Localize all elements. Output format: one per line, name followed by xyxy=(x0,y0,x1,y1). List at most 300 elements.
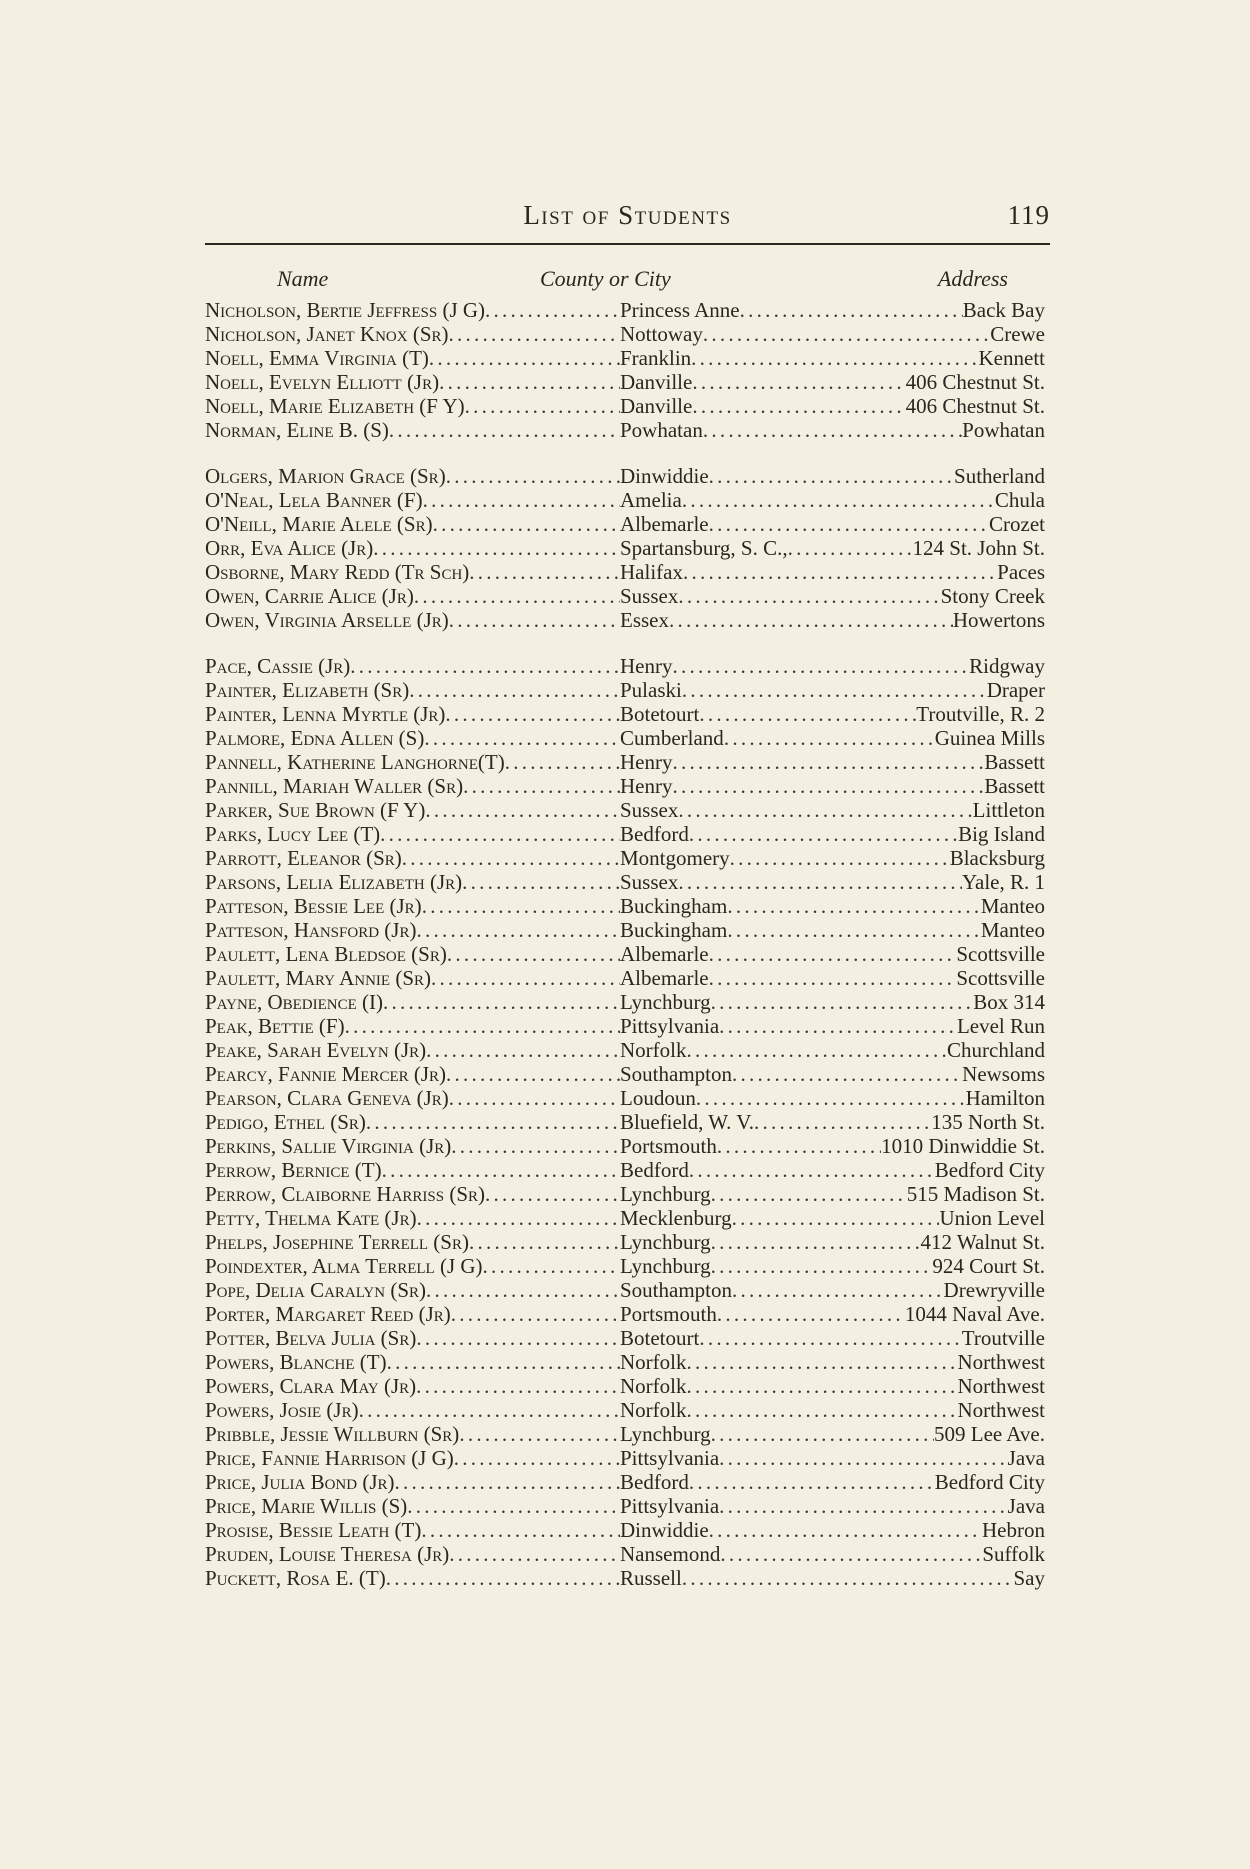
student-entry xyxy=(205,1422,1050,1446)
dot-leader xyxy=(366,1110,620,1134)
student-address: Howertons xyxy=(952,608,1045,632)
entry-location-group xyxy=(620,678,1045,702)
student-entry xyxy=(205,464,1050,488)
student-name: Osborne, Mary Redd (Tr Sch) xyxy=(205,560,470,584)
entry-name-group xyxy=(205,846,620,870)
dot-leader xyxy=(682,1566,1014,1590)
dot-leader xyxy=(727,894,981,918)
student-address: 1010 Dinwiddie St. xyxy=(881,1134,1045,1158)
student-entry xyxy=(205,1038,1050,1062)
student-address: Blacksburg xyxy=(949,846,1045,870)
student-county: Montgomery xyxy=(620,846,730,870)
dot-leader xyxy=(433,512,620,536)
entry-name-group xyxy=(205,560,620,584)
dot-leader xyxy=(732,1206,940,1230)
entry-name-group xyxy=(205,1326,620,1350)
student-county: Southampton xyxy=(620,1278,733,1302)
entry-name-group xyxy=(205,822,620,846)
student-name: Orr, Eva Alice (Jr) xyxy=(205,536,374,560)
student-entry xyxy=(205,702,1050,726)
student-entry xyxy=(205,990,1050,1014)
entry-name-group xyxy=(205,1350,620,1374)
column-header-county: County or City xyxy=(540,266,671,291)
student-entry xyxy=(205,966,1050,990)
entry-location-group xyxy=(620,1350,1045,1374)
dot-leader xyxy=(446,464,620,488)
student-address: 924 Court St. xyxy=(932,1254,1045,1278)
student-entry xyxy=(205,1302,1050,1326)
student-entry xyxy=(205,1254,1050,1278)
dot-leader xyxy=(691,346,978,370)
student-entry xyxy=(205,1494,1050,1518)
entry-name-group xyxy=(205,370,620,394)
student-county: Norfolk xyxy=(620,1350,687,1374)
entry-location-group xyxy=(620,464,1045,488)
student-name: Olgers, Marion Grace (Sr) xyxy=(205,464,446,488)
entry-location-group xyxy=(620,870,1045,894)
dot-leader xyxy=(683,560,997,584)
student-entry xyxy=(205,726,1050,750)
dot-leader xyxy=(380,822,620,846)
student-county: Albemarle xyxy=(620,942,709,966)
entry-location-group xyxy=(620,1398,1045,1422)
dot-leader xyxy=(709,942,957,966)
student-name: Owen, Virginia Arselle (Jr) xyxy=(205,608,449,632)
entry-location-group xyxy=(620,702,1045,726)
dot-leader xyxy=(709,512,989,536)
student-entry xyxy=(205,1326,1050,1350)
entry-name-group xyxy=(205,1566,620,1590)
student-entry xyxy=(205,1470,1050,1494)
student-entry xyxy=(205,1566,1050,1590)
dot-leader xyxy=(345,1014,620,1038)
student-entry xyxy=(205,560,1050,584)
dot-leader xyxy=(692,370,905,394)
student-entry xyxy=(205,846,1050,870)
student-address: Scottsville xyxy=(956,942,1045,966)
student-list xyxy=(205,298,1050,1590)
student-name: Petty, Thelma Kate (Jr) xyxy=(205,1206,417,1230)
student-entry xyxy=(205,1014,1050,1038)
entry-location-group xyxy=(620,560,1045,584)
student-entry xyxy=(205,488,1050,512)
entry-location-group xyxy=(620,1494,1045,1518)
entry-location-group xyxy=(620,1158,1045,1182)
entry-name-group xyxy=(205,1110,620,1134)
entry-name-group xyxy=(205,1182,620,1206)
student-name: Perkins, Sallie Virginia (Jr) xyxy=(205,1134,452,1158)
student-name: Pedigo, Ethel (Sr) xyxy=(205,1110,366,1134)
dot-leader xyxy=(407,1494,620,1518)
student-county: Southampton xyxy=(620,1062,733,1086)
student-name: Price, Fannie Harrison (J G) xyxy=(205,1446,454,1470)
dot-leader xyxy=(711,1422,934,1446)
entry-name-group xyxy=(205,584,620,608)
dot-leader xyxy=(692,394,905,418)
entry-name-group xyxy=(205,1014,620,1038)
student-county: Lynchburg xyxy=(620,1182,711,1206)
entry-location-group xyxy=(620,798,1045,822)
entry-location-group xyxy=(620,512,1045,536)
dot-leader xyxy=(416,1374,620,1398)
dot-leader xyxy=(711,990,974,1014)
student-county: Bedford xyxy=(620,822,689,846)
dot-leader xyxy=(719,1494,1008,1518)
student-entry xyxy=(205,536,1050,560)
entry-location-group xyxy=(620,774,1045,798)
dot-leader xyxy=(754,1110,931,1134)
dot-leader xyxy=(740,298,963,322)
dot-leader xyxy=(682,488,995,512)
student-entry xyxy=(205,774,1050,798)
dot-leader xyxy=(395,1470,620,1494)
student-address: Ridgway xyxy=(969,654,1045,678)
student-name: Owen, Carrie Alice (Jr) xyxy=(205,584,414,608)
dot-leader xyxy=(425,798,620,822)
dot-leader xyxy=(689,1158,935,1182)
student-name: Parks, Lucy Lee (T) xyxy=(205,822,381,846)
student-entry xyxy=(205,1134,1050,1158)
student-entry xyxy=(205,1206,1050,1230)
entry-location-group xyxy=(620,1374,1045,1398)
student-name: Perrow, Claiborne Harriss (Sr) xyxy=(205,1182,486,1206)
dot-leader xyxy=(424,726,620,750)
entry-name-group xyxy=(205,1206,620,1230)
column-headers xyxy=(205,266,1050,296)
student-address: Manteo xyxy=(980,918,1045,942)
dot-leader xyxy=(469,560,620,584)
student-name: Palmore, Edna Allen (S) xyxy=(205,726,425,750)
dot-leader xyxy=(709,966,957,990)
column-header-name: Name xyxy=(277,266,329,291)
student-entry xyxy=(205,1182,1050,1206)
student-county: Dinwiddie xyxy=(620,464,709,488)
entry-location-group xyxy=(620,1566,1045,1590)
student-entry xyxy=(205,322,1050,346)
dot-leader xyxy=(449,608,620,632)
student-address: Northwest xyxy=(957,1398,1045,1422)
student-address: 515 Madison St. xyxy=(906,1182,1045,1206)
dot-leader xyxy=(465,394,620,418)
student-address: 406 Chestnut St. xyxy=(905,394,1045,418)
student-name: Puckett, Rosa E. (T) xyxy=(205,1566,386,1590)
dot-leader xyxy=(386,1566,620,1590)
entry-location-group xyxy=(620,322,1045,346)
entry-location-group xyxy=(620,1014,1045,1038)
student-name: Noell, Marie Elizabeth (F Y) xyxy=(205,394,465,418)
dot-leader xyxy=(417,1206,620,1230)
student-entry xyxy=(205,418,1050,442)
entry-name-group xyxy=(205,1518,620,1542)
dot-leader xyxy=(439,370,620,394)
entry-location-group xyxy=(620,822,1045,846)
entry-location-group xyxy=(620,1206,1045,1230)
entry-location-group xyxy=(620,1278,1045,1302)
student-address: Stony Creek xyxy=(940,584,1045,608)
student-entry xyxy=(205,298,1050,322)
dot-leader xyxy=(387,1350,620,1374)
student-county: Lynchburg xyxy=(620,1422,711,1446)
student-entry xyxy=(205,1446,1050,1470)
student-name: Pribble, Jessie Willburn (Sr) xyxy=(205,1422,460,1446)
student-entry xyxy=(205,1086,1050,1110)
dot-leader xyxy=(350,654,620,678)
student-name: Phelps, Josephine Terrell (Sr) xyxy=(205,1230,469,1254)
dot-leader xyxy=(451,1302,620,1326)
entry-location-group xyxy=(620,1302,1045,1326)
student-name: Patteson, Hansford (Jr) xyxy=(205,918,417,942)
entry-location-group xyxy=(620,1110,1045,1134)
student-county: Bluefield, W. V. xyxy=(620,1110,754,1134)
dot-leader xyxy=(485,298,620,322)
entry-name-group xyxy=(205,798,620,822)
student-address: 1044 Naval Ave. xyxy=(904,1302,1045,1326)
dot-leader xyxy=(687,1038,948,1062)
student-address: 509 Lee Ave. xyxy=(934,1422,1045,1446)
dot-leader xyxy=(711,1254,933,1278)
dot-leader xyxy=(719,1014,957,1038)
student-county: Sussex xyxy=(620,870,679,894)
student-county: Nansemond xyxy=(620,1542,721,1566)
entry-name-group xyxy=(205,322,620,346)
dot-leader xyxy=(678,798,972,822)
student-county: Lynchburg xyxy=(620,1254,711,1278)
student-county: Albemarle xyxy=(620,966,709,990)
student-address: Level Run xyxy=(956,1014,1045,1038)
dot-leader xyxy=(687,1374,958,1398)
entry-location-group xyxy=(620,1422,1045,1446)
student-address: Bedford City xyxy=(934,1470,1045,1494)
student-address: Bassett xyxy=(984,774,1045,798)
student-address: Scottsville xyxy=(956,966,1045,990)
column-header-address: Address xyxy=(937,266,1008,291)
dot-leader xyxy=(446,1062,620,1086)
entry-name-group xyxy=(205,512,620,536)
student-entry xyxy=(205,750,1050,774)
dot-leader xyxy=(449,1086,620,1110)
entry-name-group xyxy=(205,1422,620,1446)
student-name: Potter, Belva Julia (Sr) xyxy=(205,1326,417,1350)
entry-location-group xyxy=(620,726,1045,750)
dot-leader xyxy=(459,1422,620,1446)
student-entry xyxy=(205,870,1050,894)
student-county: Amelia xyxy=(620,488,682,512)
dot-leader xyxy=(447,942,620,966)
entry-name-group xyxy=(205,870,620,894)
student-name: Prosise, Bessie Leath (T) xyxy=(205,1518,422,1542)
student-county: Lynchburg xyxy=(620,990,711,1014)
student-name: Pearcy, Fannie Mercer (Jr) xyxy=(205,1062,447,1086)
student-county: Buckingham xyxy=(620,918,728,942)
entry-name-group xyxy=(205,1230,620,1254)
entry-name-group xyxy=(205,1278,620,1302)
student-name: Pannell, Katherine Langhorne(T) xyxy=(205,750,505,774)
student-entry xyxy=(205,1110,1050,1134)
student-entry xyxy=(205,512,1050,536)
entry-location-group xyxy=(620,1446,1045,1470)
student-county: Cumberland xyxy=(620,726,724,750)
student-address: Troutville, R. 2 xyxy=(916,702,1045,726)
entry-name-group xyxy=(205,1398,620,1422)
student-name: Nicholson, Bertie Jeffress (J G) xyxy=(205,298,486,322)
entry-name-group xyxy=(205,942,620,966)
student-county: Pittsylvania xyxy=(620,1494,720,1518)
dot-leader xyxy=(711,1182,907,1206)
student-entry xyxy=(205,942,1050,966)
student-county: Franklin xyxy=(620,346,692,370)
dot-leader xyxy=(699,1326,961,1350)
student-name: Powers, Blanche (T) xyxy=(205,1350,387,1374)
student-county: Spartansburg, S. C., xyxy=(620,536,788,560)
student-name: Poindexter, Alma Terrell (J G) xyxy=(205,1254,483,1278)
student-county: Henry xyxy=(620,750,673,774)
student-address: Northwest xyxy=(957,1350,1045,1374)
student-address: Chula xyxy=(994,488,1045,512)
entry-name-group xyxy=(205,298,620,322)
student-county: Essex xyxy=(620,608,669,632)
student-entry xyxy=(205,654,1050,678)
entry-location-group xyxy=(620,1254,1045,1278)
entry-location-group xyxy=(620,1134,1045,1158)
dot-leader xyxy=(463,774,620,798)
student-address: Crozet xyxy=(989,512,1045,536)
student-name: Powers, Clara May (Jr) xyxy=(205,1374,417,1398)
student-county: Sussex xyxy=(620,798,679,822)
dot-leader xyxy=(421,1518,620,1542)
student-county: Botetourt xyxy=(620,1326,700,1350)
student-name: O'Neal, Lela Banner (F) xyxy=(205,488,423,512)
student-address: Crewe xyxy=(990,322,1045,346)
dot-leader xyxy=(717,1302,905,1326)
student-county: Dinwiddie xyxy=(620,1518,709,1542)
dot-leader xyxy=(449,1542,620,1566)
student-name: Peak, Bettie (F) xyxy=(205,1014,345,1038)
student-name: Price, Julia Bond (Jr) xyxy=(205,1470,395,1494)
entry-location-group xyxy=(620,750,1045,774)
entry-location-group xyxy=(620,918,1045,942)
student-name: Powers, Josie (Jr) xyxy=(205,1398,359,1422)
student-address: Kennett xyxy=(978,346,1045,370)
student-name: Price, Marie Willis (S) xyxy=(205,1494,408,1518)
student-entry xyxy=(205,678,1050,702)
student-county: Botetourt xyxy=(620,702,700,726)
student-address: Powhatan xyxy=(962,418,1045,442)
dot-leader xyxy=(451,1134,620,1158)
student-address: Draper xyxy=(986,678,1045,702)
entry-location-group xyxy=(620,608,1045,632)
entry-name-group xyxy=(205,1446,620,1470)
student-county: Bedford xyxy=(620,1158,689,1182)
student-entry xyxy=(205,1350,1050,1374)
entry-location-group xyxy=(620,346,1045,370)
student-entry xyxy=(205,1374,1050,1398)
entry-name-group xyxy=(205,1062,620,1086)
dot-leader xyxy=(709,464,954,488)
entry-name-group xyxy=(205,1470,620,1494)
entry-name-group xyxy=(205,536,620,560)
student-name: Painter, Lenna Myrtle (Jr) xyxy=(205,702,446,726)
student-entry xyxy=(205,394,1050,418)
entry-location-group xyxy=(620,536,1045,560)
entry-name-group xyxy=(205,1134,620,1158)
entry-name-group xyxy=(205,1038,620,1062)
dot-leader xyxy=(469,1230,620,1254)
entry-name-group xyxy=(205,394,620,418)
student-entry xyxy=(205,1398,1050,1422)
student-address: Back Bay xyxy=(962,298,1045,322)
student-address: Big Island xyxy=(958,822,1045,846)
entry-name-group xyxy=(205,966,620,990)
student-county: Buckingham xyxy=(620,894,728,918)
entry-location-group xyxy=(620,1182,1045,1206)
dot-leader xyxy=(429,346,620,370)
entry-location-group xyxy=(620,894,1045,918)
student-address: Guinea Mills xyxy=(934,726,1045,750)
student-address: Manteo xyxy=(980,894,1045,918)
dot-leader xyxy=(483,1254,620,1278)
student-address: Littleton xyxy=(972,798,1045,822)
dot-leader xyxy=(669,608,953,632)
entry-name-group xyxy=(205,1158,620,1182)
student-county: Henry xyxy=(620,654,673,678)
dot-leader xyxy=(689,1470,935,1494)
dot-leader xyxy=(682,678,987,702)
student-name: Pope, Delia Caralyn (Sr) xyxy=(205,1278,427,1302)
student-entry xyxy=(205,370,1050,394)
student-name: Nicholson, Janet Knox (Sr) xyxy=(205,322,449,346)
entry-location-group xyxy=(620,1326,1045,1350)
student-name: Noell, Evelyn Elliott (Jr) xyxy=(205,370,440,394)
student-address: Java xyxy=(1007,1494,1045,1518)
dot-leader xyxy=(719,1446,1008,1470)
student-address: 406 Chestnut St. xyxy=(905,370,1045,394)
student-county: Mecklenburg xyxy=(620,1206,732,1230)
dot-leader xyxy=(416,918,620,942)
entry-location-group xyxy=(620,1470,1045,1494)
dot-leader xyxy=(732,1278,944,1302)
dot-leader xyxy=(711,1230,921,1254)
entry-name-group xyxy=(205,1374,620,1398)
entry-location-group xyxy=(620,298,1045,322)
student-county: Norfolk xyxy=(620,1374,687,1398)
dot-leader xyxy=(696,1086,966,1110)
student-county: Sussex xyxy=(620,584,679,608)
student-address: Northwest xyxy=(957,1374,1045,1398)
entry-name-group xyxy=(205,702,620,726)
student-entry xyxy=(205,798,1050,822)
entry-location-group xyxy=(620,1062,1045,1086)
entry-name-group xyxy=(205,1254,620,1278)
dot-leader xyxy=(462,870,620,894)
student-county: Russell xyxy=(620,1566,682,1590)
page-header xyxy=(205,200,1050,244)
student-address: Churchland xyxy=(947,1038,1045,1062)
student-entry xyxy=(205,584,1050,608)
student-entry xyxy=(205,1518,1050,1542)
entry-name-group xyxy=(205,608,620,632)
student-county: Pittsylvania xyxy=(620,1014,720,1038)
dot-leader xyxy=(409,678,620,702)
student-county: Norfolk xyxy=(620,1398,687,1422)
dot-leader xyxy=(727,918,981,942)
dot-leader xyxy=(672,654,969,678)
dot-leader xyxy=(383,990,620,1014)
student-county: Bedford xyxy=(620,1470,689,1494)
student-name: Patteson, Bessie Lee (Jr) xyxy=(205,894,422,918)
student-county: Princess Anne xyxy=(620,298,740,322)
dot-leader xyxy=(732,1062,962,1086)
student-name: Norman, Eline B. (S) xyxy=(205,418,389,442)
